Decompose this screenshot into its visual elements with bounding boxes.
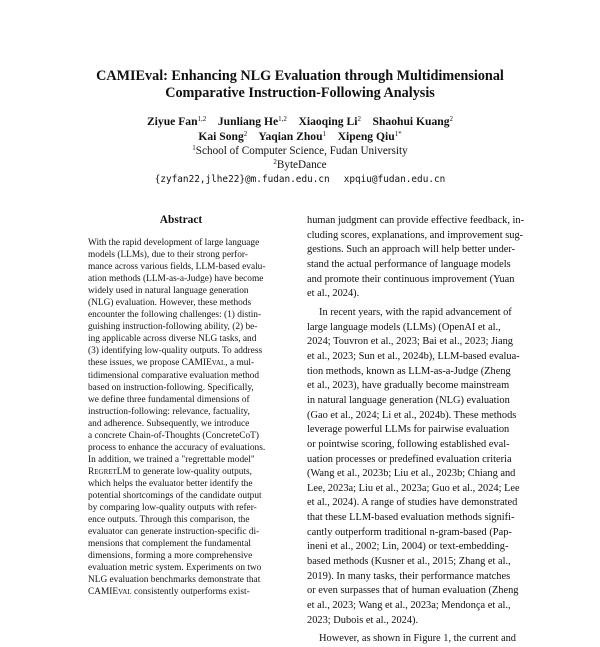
paragraph-line: ineni et al., 2002; Lin, 2004) or text-embedding-: [307, 541, 509, 553]
abstract-line: potential shortcomings of the candidate output: [88, 490, 262, 501]
paragraph-line: human judgment can provide effective feedback, in-: [307, 215, 525, 226]
author-emails: [60, 174, 540, 186]
paragraph-line: et al., 2023), have gradually become mainstream: [307, 380, 510, 392]
author-affil-mark: 1*: [394, 130, 402, 138]
abstract-line: based on instruction-following. Specifically,: [88, 382, 254, 393]
paragraph-line: uation processes or predefined evaluation criteria: [307, 453, 512, 465]
email-1: {zyfan22,jlhe22}@m.fudan.edu.cn: [154, 174, 330, 185]
abstract-line: dimensions, forming a more comprehensive: [88, 551, 253, 562]
author-name: Kai Song: [198, 130, 244, 143]
paragraph-line: or even surpasses that of human evaluation (Zheng: [307, 585, 519, 597]
author-affil-mark: 1,2: [197, 115, 207, 123]
paragraph-line: et al., 2024).: [307, 288, 360, 300]
paragraph-line: (Gao et al., 2024; Li et al., 2024b). These methods: [307, 409, 517, 421]
abstract-line: ing applicable across diverse NLG tasks, and: [88, 334, 257, 345]
author-name: Junliang He: [217, 115, 279, 128]
abstract-line: (NLG) evaluation. However, these methods: [88, 298, 252, 309]
paragraph-line: et al., 2024). A range of studies have demonstrated: [307, 497, 518, 509]
abstract-line: widely used in natural language generation: [88, 286, 249, 297]
abstract-line: evaluator can generate instruction-specific di-: [88, 527, 260, 538]
abstract-line: encounter the following challenges: (1) distin-: [88, 310, 262, 321]
intro-column: [307, 214, 535, 647]
title-line-2: Comparative Instruction-Following Analysis: [165, 85, 435, 101]
abstract-line: In addition, we trained a "regrettable model": [88, 454, 255, 465]
paragraph-line: leverage powerful LLMs for pairwise evaluation: [307, 424, 510, 436]
paragraph-line: cantly outperform traditional n-gram-based (Pap-: [307, 526, 512, 538]
author-name: Shaohui Kuang: [372, 115, 450, 128]
paragraph-line: stand the actual performance of language models: [307, 258, 511, 270]
author-list: [60, 114, 540, 144]
abstract-line: a concrete Chain-of-Thoughts (ConcreteCoT): [88, 430, 259, 441]
abstract-line: NLG evaluation benchmarks demonstrate that: [88, 575, 261, 586]
affiliation-1: [60, 144, 540, 158]
affiliation-mark: 2: [273, 158, 277, 166]
abstract-line: evaluation metric system. Experiments on two: [88, 563, 262, 574]
paper-title: [60, 68, 540, 102]
author-name: Yaqian Zhou: [258, 130, 323, 143]
author-row-2: [60, 129, 540, 144]
intro-paragraph-2: [307, 306, 535, 628]
abstract-line: guishing instruction-following ability, (2) be-: [88, 322, 258, 333]
paragraph-line: or pointwise scoring, following established eval-: [307, 438, 510, 450]
affiliation-text: ByteDance: [276, 159, 327, 171]
paragraph-line: cluding scores, explanations, and improvement sug-: [307, 229, 524, 241]
paragraph-line: 2024; Touvron et al., 2023; Bai et al., 2023; Jiang: [307, 336, 514, 348]
paragraph-line: However, as shown in Figure 1, the current and: [319, 633, 516, 645]
paragraph-line: tion methods, known as LLM-as-a-Judge (Zheng: [307, 365, 511, 377]
author-name: Xiaoqing Li: [298, 115, 358, 128]
author-affil-mark: 1,2: [278, 115, 287, 123]
paragraph-line: Lee, 2023a; Liu et al., 2023a; Guo et al., 2024; Lee: [307, 482, 520, 494]
affiliation-2: [60, 158, 540, 172]
abstract-heading: Abstract: [159, 214, 203, 226]
affiliations: [60, 144, 540, 172]
abstract-line: and adherence. Subsequently, we introduce: [88, 418, 250, 429]
abstract-line: mensions that complement the fundamental: [88, 539, 251, 550]
abstract-line: these issues, we propose CAMIEval, a mul-: [88, 358, 255, 369]
affiliation-mark: 1: [192, 144, 196, 152]
paragraph-line: in natural language generation (NLG) evaluation: [307, 394, 510, 406]
author-row-1: [60, 114, 540, 129]
email-2: xpqiu@fudan.edu.cn: [343, 174, 446, 185]
abstract-line: RegretLM to generate low-quality outputs,: [88, 466, 252, 477]
abstract-line: ation methods (LLM-as-a-Judge) have become: [88, 274, 264, 285]
abstract-line: models (LLMs), due to their strong perfor-: [88, 250, 248, 261]
paragraph-line: based methods (Kusner et al., 2015; Zhang et al.,: [307, 556, 511, 568]
paragraph-line: 2019). In many tasks, their performance matches: [307, 570, 511, 582]
paragraph-line: 2023; Dubois et al., 2024).: [307, 614, 419, 626]
paragraph-line: that these LLM-based evaluation methods signifi-: [307, 512, 515, 524]
abstract-line: ence outputs. Through this comparison, the: [88, 515, 250, 526]
abstract-line: With the rapid development of large language: [88, 238, 260, 248]
author-affil-mark: 2: [357, 115, 361, 123]
paragraph-line: et al., 2023; Sun et al., 2024b), LLM-based evalua-: [307, 350, 520, 362]
affiliation-text: School of Computer Science, Fudan University: [195, 145, 408, 157]
abstract-line: instruction-following: relevance, factuality,: [88, 406, 250, 417]
abstract-line: tidimensional comparative evaluation method: [88, 370, 259, 381]
abstract-line: process to enhance the accuracy of evaluations.: [88, 442, 266, 453]
paragraph-line: gestions. Such an approach will help better under-: [307, 244, 516, 256]
paragraph-line: (Wang et al., 2023b; Liu et al., 2023b; Chiang and: [307, 468, 516, 480]
abstract-line: mance across various fields, LLM-based evalu-: [88, 262, 266, 273]
abstract-line: (3) identifying low-quality outputs. To address: [88, 346, 263, 357]
abstract-line: by comparing low-quality outputs with refer-: [88, 503, 257, 514]
author-affil-mark: 1: [322, 130, 327, 138]
author-affil-mark: 2: [243, 130, 248, 138]
title-line-1: CAMIEval: Enhancing NLG Evaluation through Multidimensional: [96, 68, 504, 84]
abstract-line: CAMIEval consistently outperforms exist-: [88, 587, 250, 598]
paragraph-line: and promote their continuous improvement (Yuan: [307, 273, 515, 285]
author-name: Ziyue Fan: [146, 115, 198, 128]
intro-paragraph-3: [307, 632, 535, 647]
paragraph-line: large language models (LLMs) (OpenAI et al.,: [307, 321, 501, 333]
paragraph-line: In recent years, with the rapid advancement of: [319, 306, 512, 318]
abstract-line: which helps the evaluator better identify the: [88, 478, 253, 489]
author-affil-mark: 2: [449, 115, 454, 123]
intro-paragraph-1: [307, 214, 535, 302]
paragraph-line: et al., 2023; Wang et al., 2023a; Mendonça et al.,: [307, 600, 511, 612]
abstract-line: we define three fundamental dimensions of: [88, 394, 250, 405]
author-name: Xipeng Qiu: [337, 130, 395, 143]
abstract-body: [88, 237, 274, 598]
